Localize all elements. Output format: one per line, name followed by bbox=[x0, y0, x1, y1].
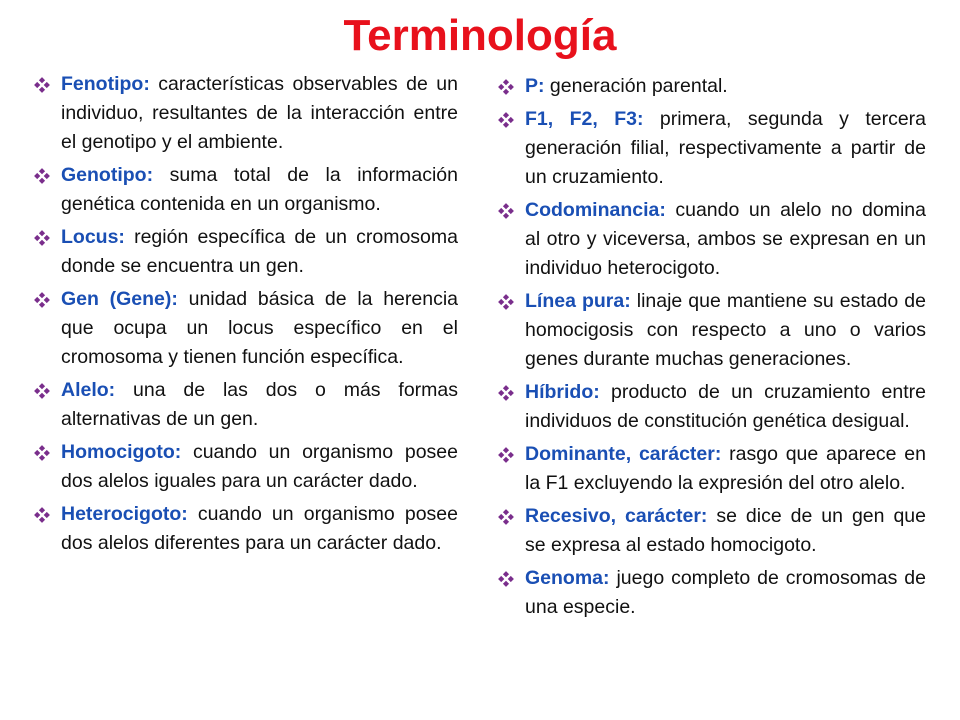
definition-text: cuando un alelo no domina al otro y viceversa, ambos se expresan en un individuo heterocigoto. bbox=[525, 199, 926, 279]
definition-item bbox=[34, 70, 458, 157]
definition-term: Locus: bbox=[61, 226, 125, 248]
definition-text: suma total de la información genética contenida en un organismo. bbox=[61, 164, 458, 215]
definition-term: P: bbox=[525, 75, 545, 97]
definition-item bbox=[34, 223, 458, 281]
right-column-list bbox=[498, 72, 926, 626]
four-diamond-bullet-icon bbox=[498, 378, 518, 407]
definition-text: se dice de un gen que se expresa al estado homocigoto. bbox=[525, 505, 926, 556]
definition-item bbox=[34, 161, 458, 219]
four-diamond-bullet-icon bbox=[498, 287, 518, 316]
definition-item bbox=[498, 440, 926, 498]
definition-term: Genoma: bbox=[525, 567, 610, 589]
definition-text: cuando un organismo posee dos alelos iguales para un carácter dado. bbox=[61, 441, 458, 492]
definition-term: Línea pura: bbox=[525, 290, 631, 312]
definition-text: características observables de un individuo, resultantes de la interacción entre el genotipo y el ambiente. bbox=[61, 73, 458, 153]
definition-item bbox=[498, 564, 926, 622]
left-column-list bbox=[34, 70, 458, 562]
definition-text: región específica de un cromosoma donde se encuentra un gen. bbox=[61, 226, 458, 277]
definition-item bbox=[498, 502, 926, 560]
definition-term: Dominante, carácter: bbox=[525, 443, 722, 465]
definition-text: una de las dos o más formas alternativas de un gen. bbox=[61, 379, 458, 430]
definition-text: producto de un cruzamiento entre individuos de constitución genética desigual. bbox=[525, 381, 926, 432]
four-diamond-bullet-icon bbox=[34, 285, 54, 314]
definition-item bbox=[498, 196, 926, 283]
definition-term: Alelo: bbox=[61, 379, 116, 401]
four-diamond-bullet-icon bbox=[34, 438, 54, 467]
definition-item bbox=[34, 376, 458, 434]
definition-term: Híbrido: bbox=[525, 381, 600, 403]
definition-item bbox=[498, 105, 926, 192]
definition-term: Recesivo, carácter: bbox=[525, 505, 708, 527]
four-diamond-bullet-icon bbox=[498, 564, 518, 593]
definition-item bbox=[34, 285, 458, 372]
four-diamond-bullet-icon bbox=[34, 223, 54, 252]
definition-term: Fenotipo: bbox=[61, 73, 150, 95]
four-diamond-bullet-icon bbox=[498, 105, 518, 134]
four-diamond-bullet-icon bbox=[34, 70, 54, 99]
definition-text: juego completo de cromosomas de una especie. bbox=[525, 567, 926, 618]
definition-item bbox=[34, 500, 458, 558]
definition-text: cuando un organismo posee dos alelos diferentes para un carácter dado. bbox=[61, 503, 458, 554]
four-diamond-bullet-icon bbox=[498, 440, 518, 469]
four-diamond-bullet-icon bbox=[498, 72, 518, 101]
page-title: Terminología bbox=[343, 11, 617, 60]
definition-term: Homocigoto: bbox=[61, 441, 182, 463]
definition-text: unidad básica de la herencia que ocupa un locus específico en el cromosoma y tienen función específica. bbox=[61, 288, 459, 368]
definition-term: Gen (Gene): bbox=[61, 288, 178, 310]
definition-item bbox=[498, 72, 926, 101]
definition-text: linaje que mantiene su estado de homocigosis con respecto a uno o varios genes durante muchas generaciones. bbox=[525, 290, 926, 370]
four-diamond-bullet-icon bbox=[498, 196, 518, 225]
definition-text: generación parental. bbox=[544, 75, 728, 97]
four-diamond-bullet-icon bbox=[34, 376, 54, 405]
four-diamond-bullet-icon bbox=[498, 502, 518, 531]
definition-item bbox=[34, 438, 458, 496]
definition-item bbox=[498, 378, 926, 436]
definition-term: F1, F2, F3: bbox=[525, 108, 644, 130]
definition-text: primera, segunda y tercera generación filial, respectivamente a partir de un cruzamiento. bbox=[525, 108, 927, 188]
definition-term: Genotipo: bbox=[61, 164, 154, 186]
definition-item bbox=[498, 287, 926, 374]
definition-term: Heterocigoto: bbox=[61, 503, 188, 525]
four-diamond-bullet-icon bbox=[34, 161, 54, 190]
definition-text: rasgo que aparece en la F1 excluyendo la expresión del otro alelo. bbox=[525, 443, 926, 494]
four-diamond-bullet-icon bbox=[34, 500, 54, 529]
definition-term: Codominancia: bbox=[525, 199, 666, 221]
